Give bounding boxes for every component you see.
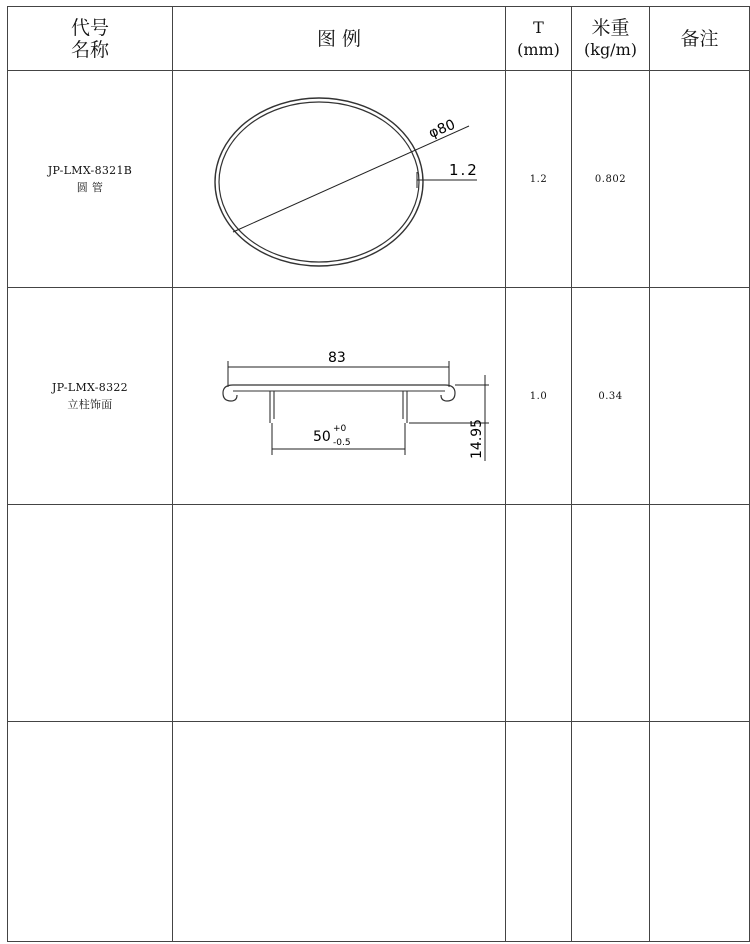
header-row [8,7,750,71]
header-remarks: 备注 [650,7,750,71]
diameter-leader-line [233,126,469,232]
header-thickness-unit: (mm) [517,39,560,59]
tube-inner-outline [219,102,419,262]
row-code-name [8,71,173,288]
row-code-name [8,288,173,505]
row-weight: 0.34 [572,288,650,505]
profile-right-lip [441,385,455,401]
row-remarks [650,288,750,505]
empty-cell [650,505,750,722]
row-code: JP-LMX-8322 [52,381,128,394]
header-name-label: 名称 [70,38,109,61]
row-figure [173,288,506,505]
empty-cell [506,505,572,722]
tube-outer-outline [215,98,423,266]
header-thickness [506,7,572,71]
inner-tolerance-lower: -0.5 [333,437,351,448]
profile-spec-table [7,6,750,942]
row-thickness: 1.0 [506,288,572,505]
empty-cell [173,722,506,942]
empty-cell [506,722,572,942]
empty-cell [572,505,650,722]
header-figure: 图 例 [173,7,506,71]
profile-left-lip [223,385,237,401]
row-weight: 0.802 [572,71,650,288]
row-name: 立柱饰面 [67,398,113,411]
column-cover-drawing [173,289,506,504]
table-row-empty [8,722,750,942]
row-figure [173,71,506,288]
round-tube-drawing [173,72,506,287]
empty-cell [173,505,506,722]
header-code-label: 代号 [70,16,109,39]
row-remarks [650,71,750,288]
wall-thickness-label: 1.2 [449,160,479,179]
empty-cell [650,722,750,942]
empty-cell [572,722,650,942]
table-row [8,288,750,505]
header-weight-unit: (kg/m) [584,39,637,59]
row-code: JP-LMX-8321B [47,164,133,177]
table-row [8,71,750,288]
empty-cell [8,505,173,722]
diameter-label: φ80 [426,116,458,142]
header-code-name [8,7,173,71]
header-thickness-label: T [533,17,544,37]
empty-cell [8,722,173,942]
table-row-empty [8,505,750,722]
header-weight-label: 米重 [591,16,630,39]
inner-tolerance-upper: +0 [333,423,347,434]
inner-width-label: 50 [313,428,331,445]
header-weight [572,7,650,71]
height-label: 14.95 [469,418,485,459]
row-name: 圆 管 [76,181,104,194]
row-thickness: 1.2 [506,71,572,288]
width-label: 83 [328,349,346,366]
